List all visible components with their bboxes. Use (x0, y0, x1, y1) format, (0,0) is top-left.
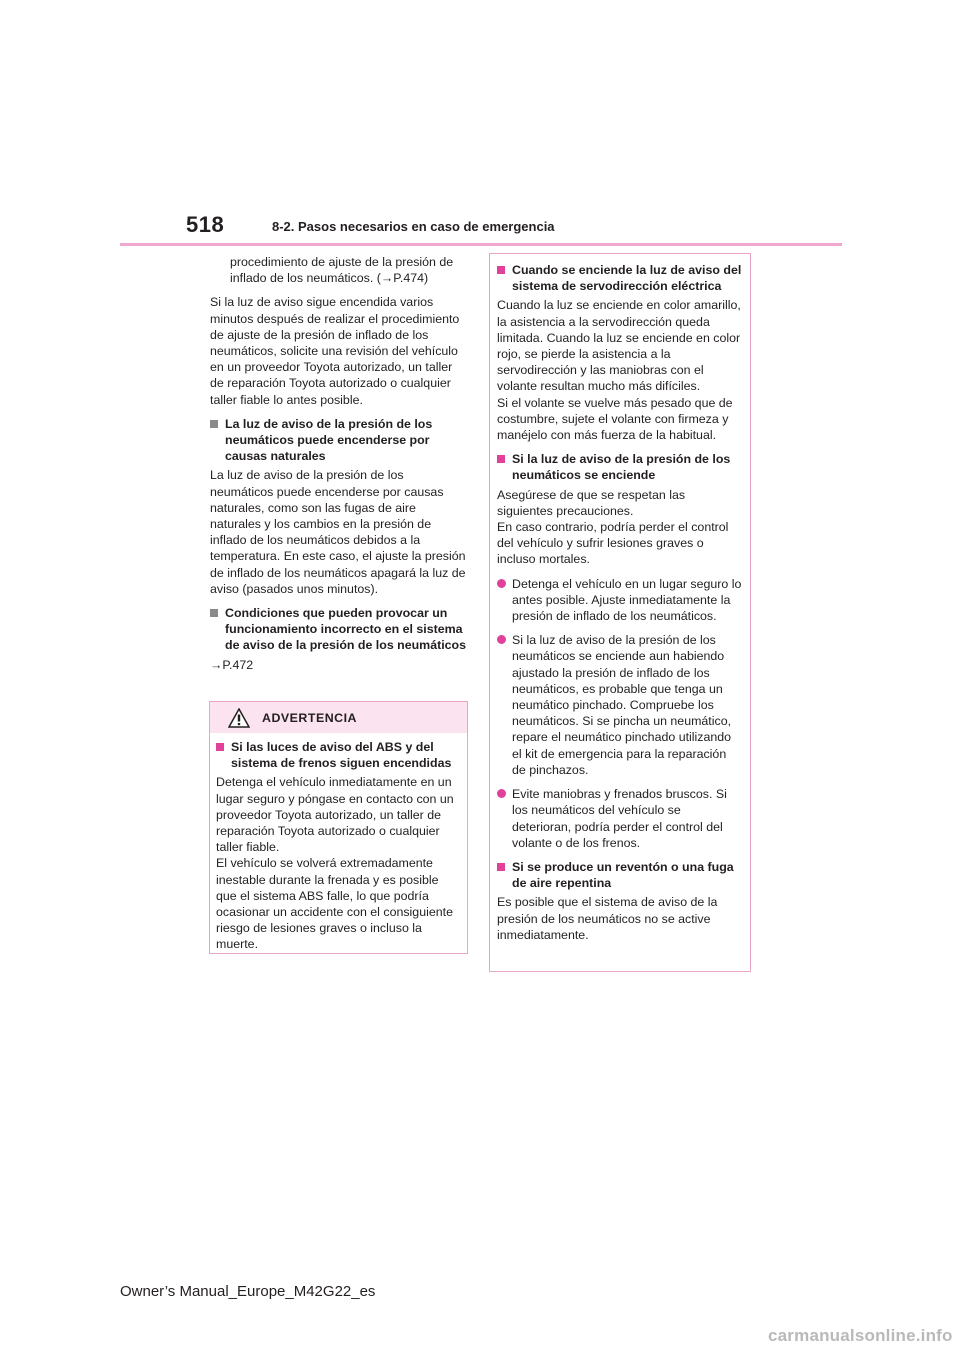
list-item-text: Evite maniobras y frenados bruscos. Si los neumáticos del vehículo se deterioran, podría perder el control del volante o de los frenos. (512, 787, 727, 850)
continuation-text: procedimiento de ajuste de la presión de inflado de los neumáticos. (→P.474) (230, 255, 454, 286)
subheading (497, 859, 742, 891)
list-item (497, 786, 742, 851)
circle-bullet-icon (497, 579, 506, 588)
list-item-text: Detenga el vehículo en un lugar seguro lo antes posible. Ajuste inmediatamente la presión de inflado de los neumáticos. (512, 576, 742, 624)
circle-bullet-icon (497, 789, 506, 798)
warning-box (209, 701, 468, 954)
paragraph: La luz de aviso de la presión de los neumáticos puede encenderse por causas naturales, como son las fugas de aire naturales y los cambios en la presión de inflado de los neumáticos debidos a la temperatura. En este caso, el ajuste la presión de inflado de los neumáticos apagará la luz de aviso (pasados unos minutos). (210, 468, 466, 596)
subheading-text: Si se produce un reventón o una fuga de aire repentina (512, 859, 734, 891)
square-bullet-icon (210, 609, 218, 617)
warning-text: Detenga el vehículo inmediatamente en un lugar seguro y póngase en contacto con un proveedor Toyota autorizado, un taller de reparación Toyota autorizado o cualquier taller fiable. (216, 775, 454, 855)
page-reference: →P.472 (210, 657, 254, 672)
paragraph: En caso contrario, podría perder el control del vehículo y sufrir lesiones graves o incluso mortales. (497, 520, 729, 567)
paragraph: Si la luz de aviso sigue encendida varios minutos después de realizar el procedimiento de ajuste de la presión de inflado de los neumáticos, solicite una revisión del vehículo en un proveedor Toyota autorizado, un taller de reparación Toyota autorizado o cualquier taller fiable lo antes posible. (210, 295, 460, 407)
subheading (210, 605, 468, 654)
list-item-text: Si la luz de aviso de la presión de los neumáticos se enciende aun habiendo ajustado la presión de inflado de los neumáticos, es probable que tenga un neumático pinchado. Compruebe los neumáticos. Si se pincha un neumático, repare el neumático pinchado utilizando el kit de emergencia para la reparación de pinchazos. (512, 633, 732, 777)
paragraph: Si el volante se vuelve más pesado que de costumbre, sujete el volante con firmeza y manéjelo con más fuerza de la habitual. (497, 395, 733, 443)
paragraph: Es posible que el sistema de aviso de la presión de los neumáticos no se active inmediatamente. (497, 895, 718, 942)
warning-title: ADVERTENCIA (262, 710, 357, 725)
footer-manual-id: Owner’s Manual_Europe_M42G22_es (120, 1283, 376, 1300)
right-caution-box (489, 253, 751, 972)
header-rule (120, 243, 842, 246)
subheading (210, 416, 468, 465)
warning-triangle-icon (228, 708, 250, 728)
subheading (497, 451, 742, 483)
section-title: 8-2. Pasos necesarios en caso de emergencia (272, 219, 555, 234)
left-column (210, 254, 468, 681)
list-item (497, 576, 742, 625)
page-number: 518 (186, 212, 225, 237)
circle-bullet-icon (497, 635, 506, 644)
list-item (497, 632, 742, 778)
subheading-text: Si la luz de aviso de la presión de los neumáticos se enciende (512, 452, 731, 483)
paragraph: Cuando la luz se enciende en color amarillo, la asistencia a la servodirección queda limitada. Cuando la luz se enciende en color rojo, se pierde la asistencia a la servodirección y las maniobras con el volante resultan mucho más difíciles. (497, 298, 741, 394)
subheading (497, 262, 742, 294)
warning-subheading (216, 739, 459, 771)
warning-subheading-text: Si las luces de aviso del ABS y del sistema de frenos siguen encendidas (231, 740, 452, 771)
square-bullet-icon (497, 266, 505, 274)
subheading-text: Cuando se enciende la luz de aviso del sistema de servodirección eléctrica (512, 263, 742, 294)
square-bullet-icon (210, 420, 218, 428)
watermark: carmanualsonline.info (768, 1326, 953, 1345)
warning-body (210, 733, 467, 953)
subheading-text: Condiciones que pueden provocar un funcionamiento incorrecto en el sistema de aviso de la presión de los neumáticos (225, 606, 467, 653)
warning-text: El vehículo se volverá extremadamente inestable durante la frenada y es posible que el sistema ABS falle, lo que podría ocasionar un accidente con el consiguiente riesgo de lesiones graves o incluso la muerte. (216, 856, 453, 952)
square-bullet-icon (216, 743, 224, 751)
warning-header (210, 702, 467, 733)
square-bullet-icon (497, 455, 505, 463)
paragraph: Asegúrese de que se respetan las siguientes precauciones. (497, 487, 686, 518)
square-bullet-icon (497, 863, 505, 871)
subheading-text: La luz de aviso de la presión de los neumáticos puede encenderse por causas naturales (225, 416, 433, 464)
